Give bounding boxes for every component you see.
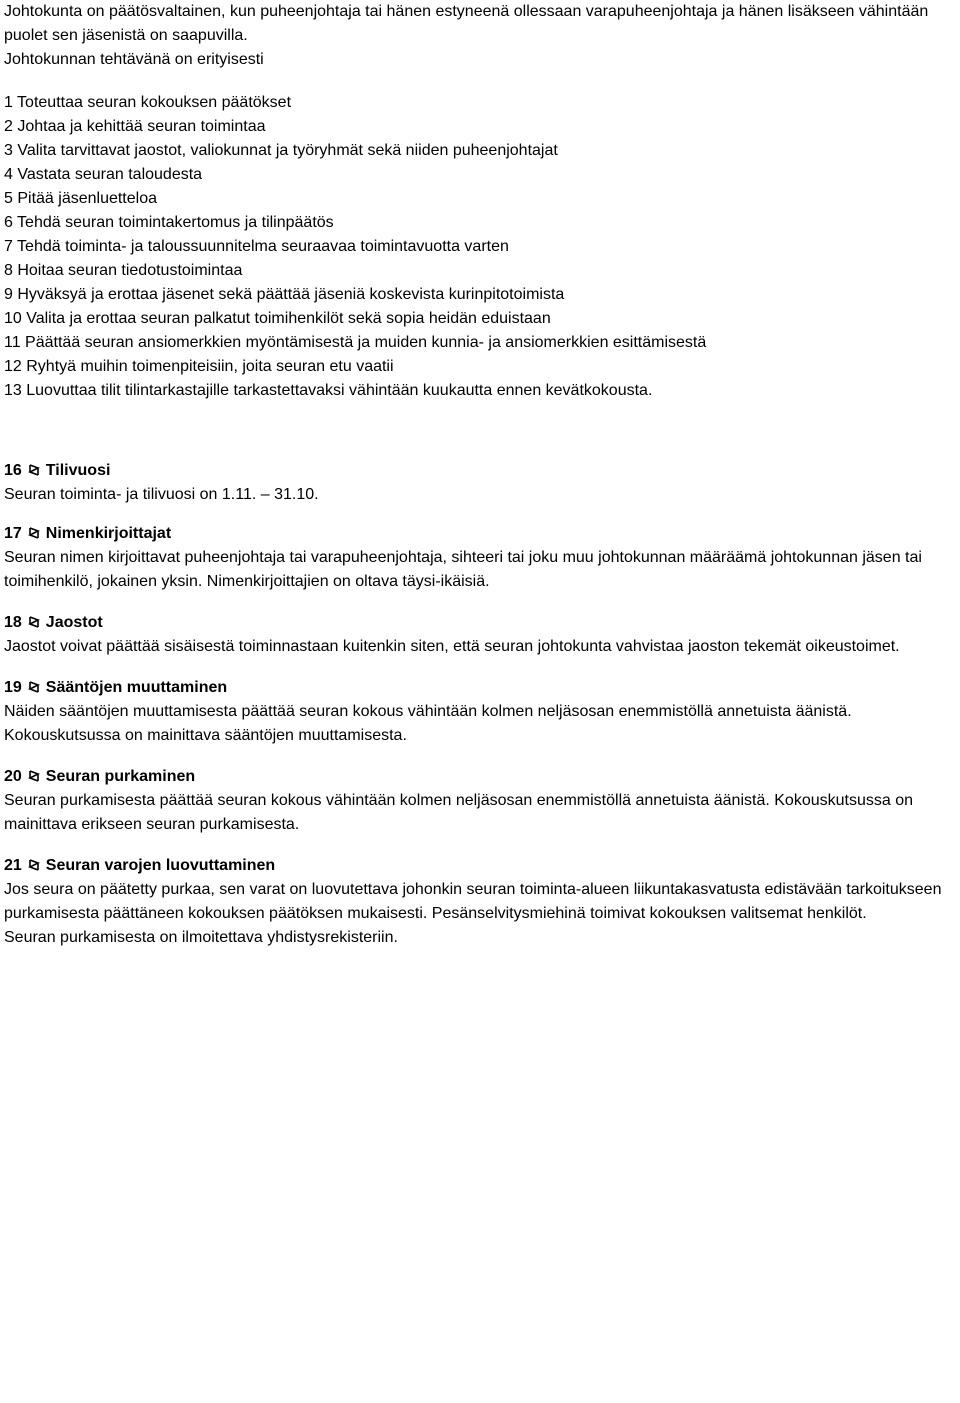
list-item: 5 Pitää jäsenluetteloa (4, 190, 157, 207)
section-21-heading (4, 854, 956, 878)
section-sign-icon (28, 462, 40, 480)
duties-lead: Johtokunnan tehtävänä on erityisesti (4, 51, 264, 68)
section-title: Tilivuosi (45, 462, 111, 479)
section-title: Seuran varojen luovuttaminen (45, 857, 276, 874)
section-16-body: Seuran toiminta- ja tilivuosi on 1.11. – 31.10. (4, 486, 319, 503)
section-19-heading (4, 676, 956, 700)
section-20-heading (4, 765, 956, 789)
list-item: 12 Ryhtyä muihin toimenpiteisiin, joita seuran etu vaatii (4, 358, 394, 375)
section-sign-icon (28, 679, 40, 697)
section-number: 21 (4, 857, 22, 874)
document-page (4, 0, 956, 950)
section-17-body: Seuran nimen kirjoittavat puheenjohtaja tai varapuheenjohtaja, sihteeri tai joku muu johtokunnan määräämä johtokunnan jäsen tai toimihenkilö, jokainen yksin. Nimenkirjoittajien on oltava täysi-ikäisiä. (4, 549, 922, 590)
section-sign-icon (28, 768, 40, 786)
section-sign-icon (28, 857, 40, 875)
section-16-heading (4, 459, 956, 483)
intro-paragraph: Johtokunta on päätösvaltainen, kun puheenjohtaja tai hänen estyneenä ollessaan varapuheenjohtaja ja hänen lisäkseen vähintään puolet sen jäsenistä on saapuvilla. (4, 3, 929, 44)
section-21-body: Jos seura on päätetty purkaa, sen varat on luovutettava johonkin seuran toiminta-alueen liikuntakasvatusta edistävään tarkoitukseen purkamisesta päättäneen kokouksen päätöksen mukaisesti. Pesänselvitysmiehinä toimivat kokouksen valitsemat henkilöt. (4, 881, 942, 922)
list-item: 10 Valita ja erottaa seuran palkatut toimihenkilöt sekä sopia heidän eduistaan (4, 310, 551, 327)
section-18-body: Jaostot voivat päättää sisäisestä toiminnastaan kuitenkin siten, että seuran johtokunta vahvistaa jaoston tekemät oikeustoimet. (4, 638, 900, 655)
section-number: 20 (4, 768, 22, 785)
list-item: 11 Päättää seuran ansiomerkkien myöntämisestä ja muiden kunnia- ja ansiomerkkien esittämisestä (4, 334, 707, 351)
list-item: 2 Johtaa ja kehittää seuran toimintaa (4, 118, 266, 135)
section-number: 18 (4, 614, 22, 631)
list-item: 9 Hyväksyä ja erottaa jäsenet sekä päättää jäseniä koskevista kurinpitotoimista (4, 286, 565, 303)
section-20-body: Seuran purkamisesta päättää seuran kokous vähintään kolmen neljäsosan enemmistöllä annetuista äänistä. Kokouskutsussa on mainittava erikseen seuran purkamisesta. (4, 792, 913, 833)
section-number: 16 (4, 462, 22, 479)
list-item: 4 Vastata seuran taloudesta (4, 166, 203, 183)
duties-list (4, 91, 956, 403)
section-19-body: Näiden sääntöjen muuttamisesta päättää seuran kokous vähintään kolmen neljäsosan enemmistöllä annetuista äänistä. Kokouskutsussa on mainittava sääntöjen muuttamisesta. (4, 703, 852, 744)
section-title: Sääntöjen muuttaminen (45, 679, 228, 696)
list-item: 8 Hoitaa seuran tiedotustoimintaa (4, 262, 243, 279)
section-sign-icon (28, 525, 40, 543)
section-number: 17 (4, 525, 22, 542)
section-18-heading (4, 611, 956, 635)
section-21-body-2: Seuran purkamisesta on ilmoitettava yhdistysrekisteriin. (4, 929, 398, 946)
section-17-heading (4, 522, 956, 546)
section-title: Seuran purkaminen (45, 768, 196, 785)
section-sign-icon (28, 614, 40, 632)
list-item: 3 Valita tarvittavat jaostot, valiokunnat ja työryhmät sekä niiden puheenjohtajat (4, 142, 558, 159)
section-number: 19 (4, 679, 22, 696)
list-item: 1 Toteuttaa seuran kokouksen päätökset (4, 94, 292, 111)
section-title: Jaostot (45, 614, 103, 631)
section-title: Nimenkirjoittajat (45, 525, 172, 542)
list-item: 13 Luovuttaa tilit tilintarkastajille tarkastettavaksi vähintään kuukautta ennen kevätkokousta. (4, 382, 653, 399)
list-item: 6 Tehdä seuran toimintakertomus ja tilinpäätös (4, 214, 334, 231)
list-item: 7 Tehdä toiminta- ja taloussuunnitelma seuraavaa toimintavuotta varten (4, 238, 509, 255)
